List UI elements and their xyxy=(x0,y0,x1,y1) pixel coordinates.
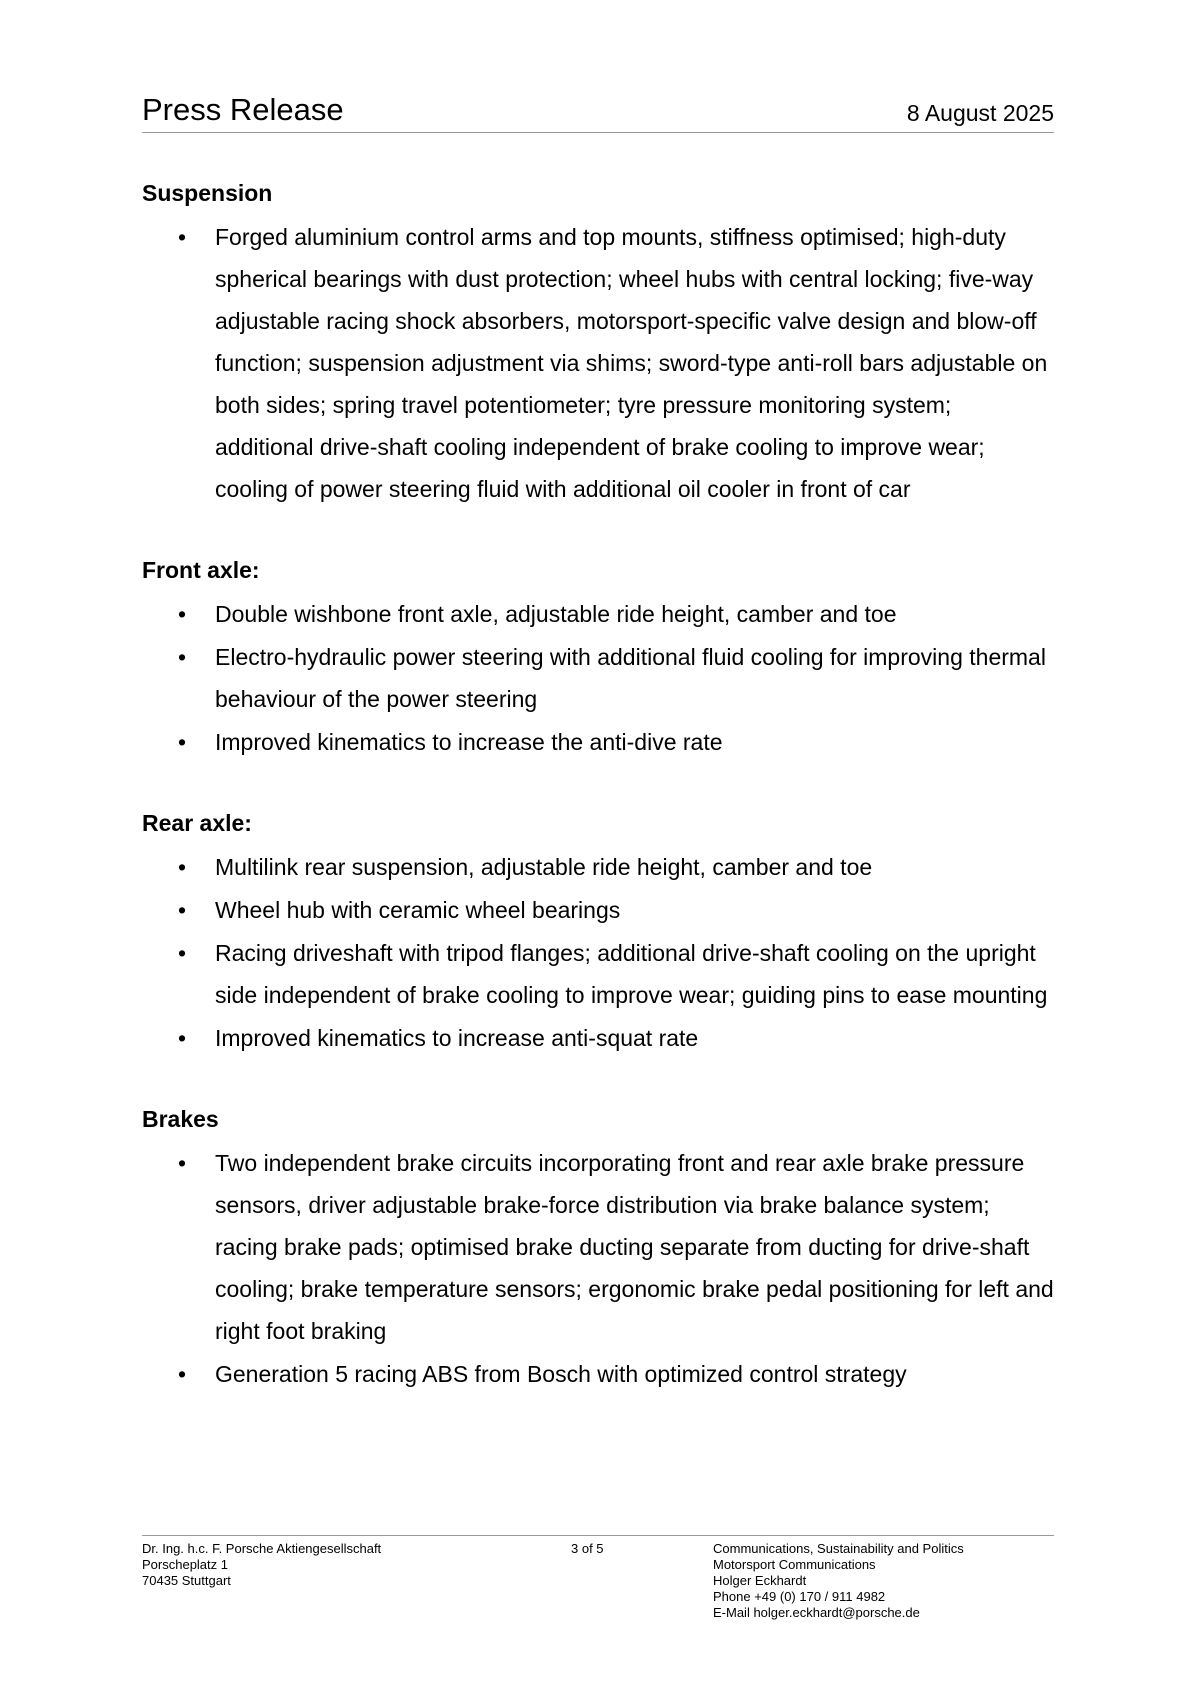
bullet-icon: • xyxy=(178,1150,187,1176)
contact-phone: Phone +49 (0) 170 / 911 4982 xyxy=(713,1589,886,1604)
list-item xyxy=(142,1142,1054,1352)
list-item-text: Two independent brake circuits incorporating front and rear axle brake pressure sensors, driver adjustable brake-force distribution via brake balance system; racing brake pads; optimised brake ducting separate from ducting for drive-shaft cooling; brake temperature sensors; ergonomic brake pedal positioning for left and right foot braking xyxy=(215,1150,1054,1344)
list-item-text: Double wishbone front axle, adjustable ride height, camber and toe xyxy=(215,601,897,627)
list-item-text: Forged aluminium control arms and top mounts, stiffness optimised; high-duty spherical bearings with dust protection; wheel hubs with central locking; five-way adjustable racing shock absorbers, motorsport-specific valve design and blow-off function; suspension adjustment via shims; sword-type anti-roll bars adjustable on both sides; spring travel potentiometer; tyre pressure monitoring system; additional drive-shaft cooling independent of brake cooling to improve wear; cooling of power steering fluid with additional oil cooler in front of car xyxy=(215,224,1048,502)
contact-person: Holger Eckhardt xyxy=(713,1573,807,1588)
section-suspension xyxy=(142,176,1054,510)
list-item xyxy=(142,889,1054,931)
page-number: 3 of 5 xyxy=(571,1541,604,1556)
section-heading: Front axle: xyxy=(142,557,260,583)
document-title: Press Release xyxy=(142,92,344,127)
company-city: 70435 Stuttgart xyxy=(142,1573,231,1588)
company-street: Porscheplatz 1 xyxy=(142,1557,228,1572)
list-item-text: Racing driveshaft with tripod flanges; additional drive-shaft cooling on the upright side independent of brake cooling to improve wear; guiding pins to ease mounting xyxy=(215,940,1048,1008)
contact-department: Communications, Sustainability and Politics xyxy=(713,1541,964,1556)
list-item xyxy=(142,216,1054,510)
document-body xyxy=(142,176,1054,1438)
section-heading: Suspension xyxy=(142,180,273,206)
list-item xyxy=(142,636,1054,720)
section-brakes xyxy=(142,1102,1054,1395)
list-item-text: Multilink rear suspension, adjustable ride height, camber and toe xyxy=(215,854,873,880)
bullet-list xyxy=(142,593,1054,763)
bullet-list xyxy=(142,216,1054,510)
bullet-icon: • xyxy=(178,854,187,880)
section-heading: Rear axle: xyxy=(142,810,252,836)
contact-email: E-Mail holger.eckhardt@porsche.de xyxy=(713,1605,920,1620)
list-item xyxy=(142,1353,1054,1395)
section-front-axle xyxy=(142,553,1054,763)
company-address xyxy=(142,1541,542,1589)
page-header xyxy=(142,90,1054,133)
page-footer xyxy=(142,1535,1054,1620)
list-item-text: Improved kinematics to increase anti-squat rate xyxy=(215,1025,699,1051)
list-item xyxy=(142,846,1054,888)
bullet-icon: • xyxy=(178,1361,187,1387)
bullet-list xyxy=(142,1142,1054,1395)
list-item xyxy=(142,721,1054,763)
bullet-icon: • xyxy=(178,1025,187,1051)
bullet-icon: • xyxy=(178,644,187,670)
list-item xyxy=(142,932,1054,1016)
section-heading: Brakes xyxy=(142,1106,219,1132)
company-name: Dr. Ing. h.c. F. Porsche Aktiengesellschaft xyxy=(142,1541,382,1556)
section-rear-axle xyxy=(142,806,1054,1059)
contact-unit: Motorsport Communications xyxy=(713,1557,876,1572)
list-item xyxy=(142,1017,1054,1059)
bullet-icon: • xyxy=(178,601,187,627)
press-contact xyxy=(713,1541,1054,1621)
bullet-list xyxy=(142,846,1054,1059)
bullet-icon: • xyxy=(178,224,187,250)
list-item-text: Electro-hydraulic power steering with additional fluid cooling for improving thermal behaviour of the power steering xyxy=(215,644,1046,712)
list-item-text: Improved kinematics to increase the anti-dive rate xyxy=(215,729,723,755)
list-item-text: Wheel hub with ceramic wheel bearings xyxy=(215,897,621,923)
list-item-text: Generation 5 racing ABS from Bosch with optimized control strategy xyxy=(215,1361,907,1387)
list-item xyxy=(142,593,1054,635)
bullet-icon: • xyxy=(178,729,187,755)
bullet-icon: • xyxy=(178,940,187,966)
bullet-icon: • xyxy=(178,897,187,923)
release-date: 8 August 2025 xyxy=(906,100,1054,126)
